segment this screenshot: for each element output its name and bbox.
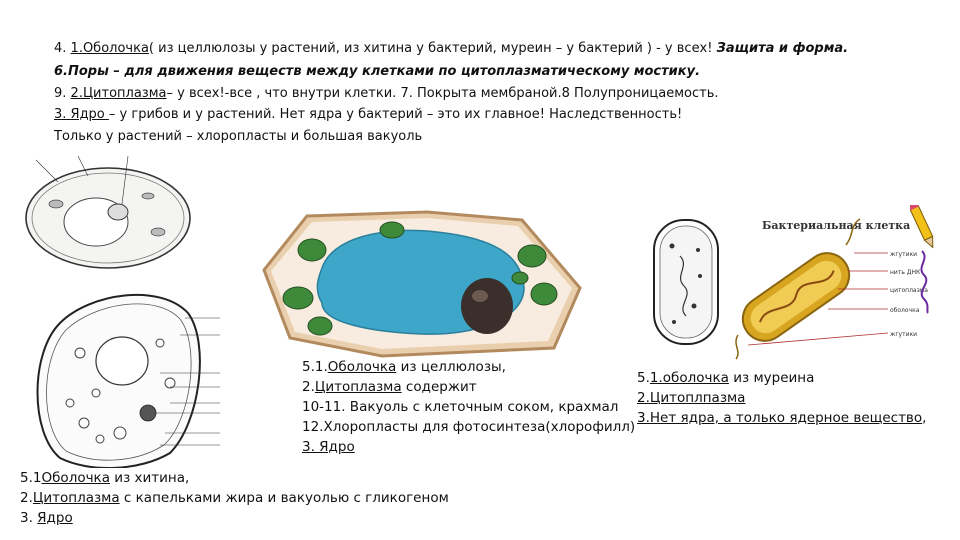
- fungus-caption-1-text: из хитина,: [110, 470, 190, 486]
- plant-caption-line-2: [302, 377, 635, 397]
- header-line-5: Только у растений – хлоропласты и большая вакуоль: [54, 129, 423, 144]
- header-term-obolochka: 1.Оболочка: [70, 41, 149, 56]
- plant-caption-2-term: Цитоплазма: [314, 379, 402, 395]
- header-line-4: [54, 106, 682, 123]
- fungus-caption-line-2: [20, 488, 449, 508]
- header-term-nucleus: 3. Ядро: [54, 107, 109, 122]
- fungal-cell-detailed-figure: [20, 283, 270, 468]
- fungus-caption-line-1: [20, 468, 449, 488]
- fungus-caption-2-text: с капельками жира и вакуолью с гликогеном: [119, 490, 449, 506]
- bacterium-figure-title: Бактериальная клетка: [762, 219, 911, 232]
- header-line-2: 6.Поры – для движения веществ между клетками по цитоплазматическому мостику.: [54, 64, 701, 79]
- bacteria-caption-line-2: 2.Цитоплпазма: [637, 390, 746, 406]
- bacteria-caption-1-num: 5.: [637, 370, 650, 386]
- plant-caption-line-4: 12.Хлоропласты для фотосинтеза(хлорофилл): [302, 419, 636, 435]
- plant-caption-1-text: из целлюлозы,: [396, 359, 506, 375]
- plant-caption-1-num: 5.1.: [302, 359, 328, 375]
- plant-cell-figure: [262, 208, 582, 358]
- bacteria-caption-3-end: ,: [922, 410, 927, 426]
- header-line-1-emphasis: Защита и форма.: [716, 41, 849, 56]
- bacterium-label-1: жгутики: [890, 251, 918, 258]
- plant-caption-2-num: 2.: [302, 379, 315, 395]
- bacteria-caption-line-3: [637, 408, 926, 428]
- header-line-1-text: ( из целлюлозы у растений, из хитина у бактерий, муреин – у бактерий ) - у всех!: [148, 41, 717, 56]
- fungus-caption-line-3: [20, 508, 449, 528]
- bacteria-caption-1-text: из муреина: [728, 370, 815, 386]
- fungus-caption-3-num: 3.: [20, 510, 38, 526]
- plant-caption-line-5: 3. Ядро: [302, 439, 355, 455]
- fungus-caption-3-term: Ядро: [37, 510, 73, 526]
- bacterium-label-2: нить ДНК: [890, 269, 921, 276]
- bacteria-caption: [637, 368, 926, 428]
- header-line-4-text: – у грибов и у растений. Нет ядра у бактерий – это их главное! Наследственность!: [108, 107, 683, 122]
- header-line-3-num: 9.: [54, 86, 71, 101]
- fungus-caption-2-term: Цитоплазма: [32, 490, 120, 506]
- header-line-1: [54, 40, 848, 57]
- header-line-3-text: – у всех!-все , что внутри клетки. 7. Покрыта мембраной.8 Полупроницаемость.: [166, 86, 719, 101]
- plant-caption-2-text: содержит: [401, 379, 477, 395]
- header-term-cytoplasm: 2.Цитоплазма: [70, 86, 167, 101]
- bacterium-label-3: цитоплазма: [890, 287, 928, 294]
- bacteria-caption-3-text: 3.Нет ядра, а только ядерное вещество: [637, 410, 923, 426]
- plant-caption-line-3: 10-11. Вакуоль с клеточным соком, крахмал: [302, 399, 619, 415]
- fungal-cell-simple-figure: [18, 152, 198, 272]
- header-line-3: [54, 85, 719, 102]
- fungus-caption-2-num: 2.: [20, 490, 33, 506]
- bacterium-bw-figure: [650, 216, 722, 348]
- plant-caption: [302, 357, 635, 457]
- bacterium-label-4: оболочка: [890, 307, 920, 314]
- bacteria-caption-1-term: 1.оболочка: [649, 370, 729, 386]
- bacteria-caption-line-1: [637, 368, 926, 388]
- bacterium-label-5: жгутики: [890, 331, 918, 338]
- pencil-icon: [910, 205, 938, 315]
- fungus-caption-1-num: 5.1: [20, 470, 42, 486]
- fungus-caption-1-term: Оболочка: [41, 470, 110, 486]
- fungus-caption: [20, 468, 449, 528]
- bacterium-color-figure: [728, 205, 928, 365]
- plant-caption-line-1: [302, 357, 635, 377]
- header-line-1-num: 4.: [54, 41, 71, 56]
- plant-caption-1-term: Оболочка: [327, 359, 397, 375]
